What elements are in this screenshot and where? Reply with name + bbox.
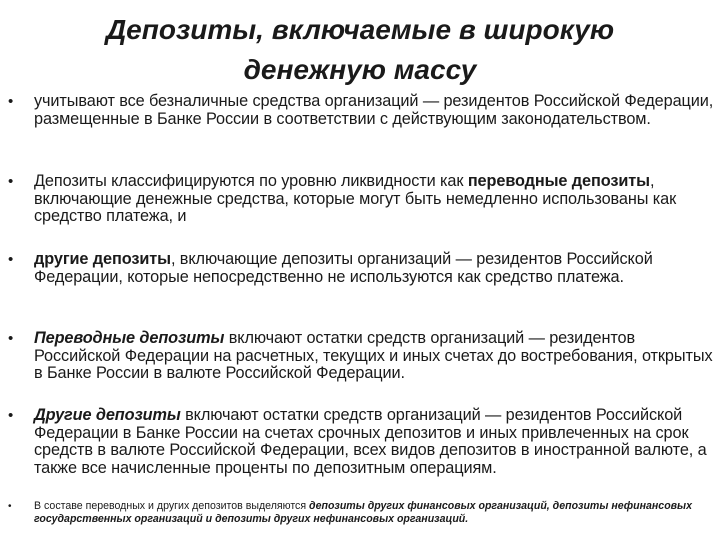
bullet-text (34, 173, 714, 226)
bullet-icon: • (8, 173, 14, 190)
slide-title-line-2: денежную массу (243, 54, 477, 85)
bullet-text-plain: Депозиты классифицируются по уровню ликвидности как (34, 172, 468, 190)
bullet-text-plain: учитывают все безналичные средства организаций — резидентов Российской Федерации, размещенные в Банке России в соответствии с действующим законодательством. (34, 92, 714, 128)
bullet-text (34, 251, 714, 286)
bullet-text (34, 500, 714, 526)
bullet-text-plain: , включающие депозиты организаций — резидентов Российской Федерации, которые непосредственно не используются как средство платежа. (34, 250, 653, 286)
bullet-text (34, 407, 714, 477)
bullet-icon: • (8, 330, 14, 347)
term-other-deposits: другие депозиты (34, 250, 171, 268)
term-deposit-categories: депозиты других финансовых организаций, депозиты нефинансовых государственных организаций и депозиты других нефинансовых организаций. (34, 500, 692, 525)
term-transfer-deposits: переводные депозиты (467, 172, 650, 190)
bullet-icon: • (8, 407, 14, 424)
term-transfer-deposits-definition: Переводные депозиты (34, 329, 225, 347)
slide-title-line-1: Депозиты, включаемые в широкую (105, 14, 615, 45)
bullet-icon: • (8, 251, 14, 268)
bullet-icon: • (8, 93, 14, 110)
term-other-deposits-definition: Другие депозиты (34, 406, 181, 424)
bullet-text-plain: включают остатки средств организаций — резидентов Российской Федерации в Банке России на счетах срочных депозитов и иных привлеченных на срок средств в валюте Российской Федерации, всех видов депозитов в иностранной валюте, а также все начисленные проценты по депозитным операциям. (34, 406, 707, 477)
bullet-icon: • (8, 501, 12, 512)
bullet-text (34, 93, 714, 128)
bullet-text (34, 330, 714, 383)
bullet-text-plain: включают остатки средств организаций — резидентов Российской Федерации на расчетных, текущих и иных счетах до востребования, открытых в Банке России в валюте Российской Федерации. (34, 329, 713, 382)
bullet-text-plain: В составе переводных и других депозитов выделяются (34, 500, 310, 512)
bullet-text-plain: , включающие денежные средства, которые могут быть немедленно использованы как средство платежа, и (34, 172, 677, 225)
